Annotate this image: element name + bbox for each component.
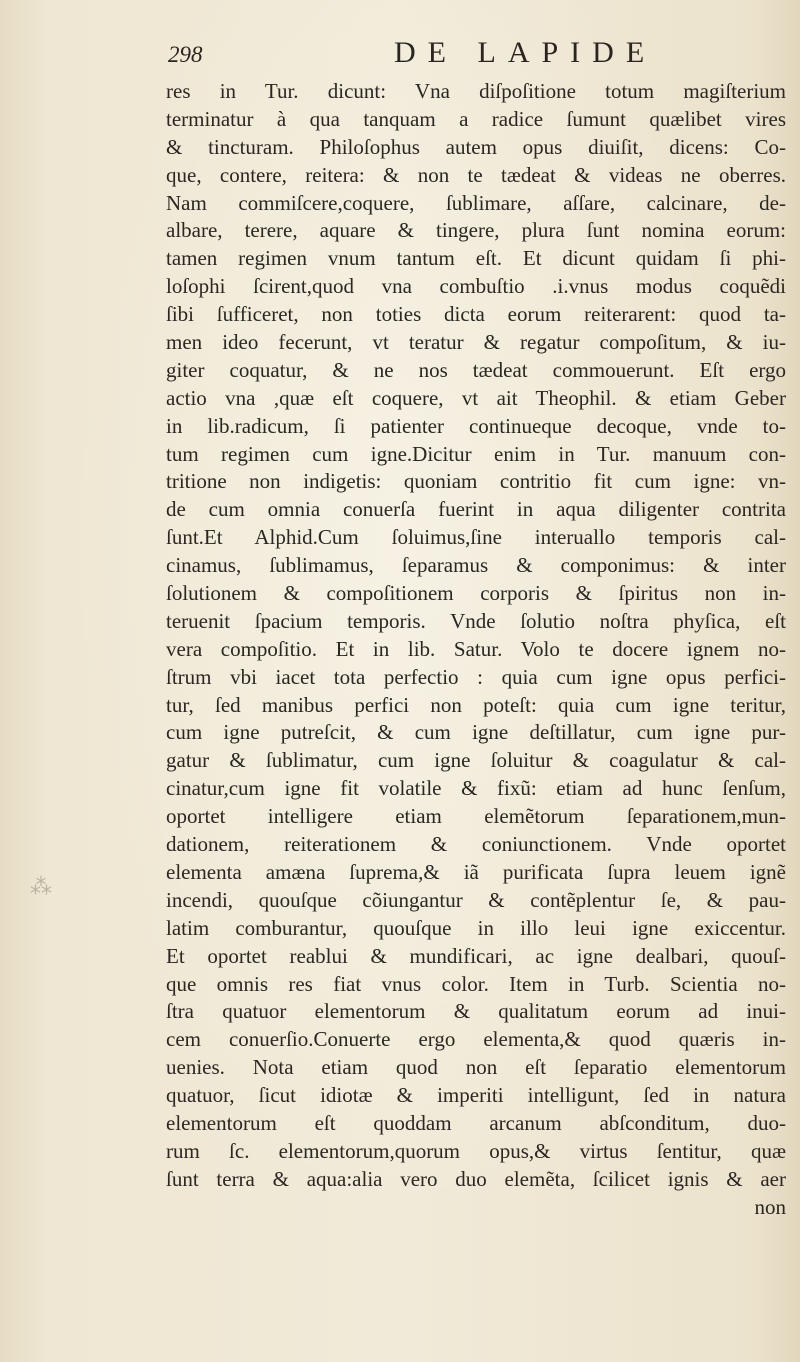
text-line: teruenit ſpacium temporis. Vnde ſolutio noſtra phyſica, eſt [166, 608, 786, 633]
text-line: Et oportet reablui & mundificari, ac igne dealbari, quouſ- [166, 943, 786, 968]
text-line: que omnis res fiat vnus color. Item in Turb. Scientia no- [166, 971, 786, 996]
margin-stain: ⁂ [30, 875, 52, 900]
running-head [166, 36, 786, 76]
text-line: tum regimen cum igne.Dicitur enim in Tur. manuum con- [166, 441, 786, 466]
text-line: res in Tur. dicunt: Vna diſpoſitione totum magiſterium [166, 79, 786, 103]
text-line: dationem, reiterationem & coniunctionem. Vnde oportet [166, 832, 786, 857]
text-line: cum igne putreſcit, & cum igne deſtillatur, cum igne pur- [166, 720, 786, 745]
text-line: & tincturam. Philoſophus autem opus diuiſit, dicens: Co- [166, 134, 786, 159]
text-line: albare, terere, aquare & tingere, plura ſunt nomina eorum: [166, 218, 786, 243]
text-line: ſolutionem & compoſitionem corporis & ſpiritus non in- [166, 581, 786, 606]
text-line: ſunt.Et Alphid.Cum ſoluimus,ſine interuallo temporis cal- [166, 525, 786, 550]
text-line: cinatur,cum igne fit volatile & fixũ: etiam ad hunc ſenſum, [166, 776, 786, 801]
text-line: giter coquatur, & ne nos tædeat commouerunt. Eſt ergo [166, 357, 786, 382]
text-line: vera compoſitio. Et in lib. Satur. Volo te docere ignem no- [166, 636, 786, 661]
text-line: loſophi ſcirent,quod vna combuſtio .i.vnus modus coquẽdi [166, 274, 786, 299]
text-line: gatur & ſublimatur, cum igne ſoluitur & coagulatur & cal- [166, 748, 786, 773]
text-line: cem conuerſio.Conuerte ergo elementa,& quod quæris in- [166, 1027, 786, 1052]
text-line: oportet intelligere etiam elemẽtorum ſeparationem,mun- [166, 804, 786, 829]
page-number: 298 [168, 42, 203, 67]
text-line: elementa amæna ſuprema,& iã purificata ſupra leuem ignẽ [166, 859, 786, 884]
text-line: cinamus, ſublimamus, ſeparamus & componimus: & inter [166, 553, 786, 578]
text-line: ſunt terra & aqua:alia vero duo elemẽta, ſcilicet ignis & aer [166, 1166, 786, 1191]
text-line: incendi, quouſque cõiungantur & contẽplentur ſe, & pau- [166, 887, 786, 912]
text-line: in lib.radicum, ſi patienter continueque decoque, vnde to- [166, 413, 786, 438]
text-line: rum ſc. elementorum,quorum opus,& virtus ſentitur, quæ [166, 1138, 786, 1163]
text-line: uenies. Nota etiam quod non eſt ſeparatio elementorum [166, 1055, 786, 1080]
text-line: terminatur à qua tanquam a radice ſumunt quælibet vires [166, 106, 786, 131]
text-line: de cum omnia conuerſa fuerint in aqua diligenter contrita [166, 497, 786, 522]
text-line: actio vna ,quæ eſt coquere, vt ait Theophil. & etiam Geber [166, 385, 786, 410]
text-line: tamen regimen vnum tantum eſt. Et dicunt quidam ſi phi- [166, 246, 786, 271]
text-line: ſtrum vbi iacet tota perfectio : quia cum igne opus perfici- [166, 664, 786, 689]
text-line: Nam commiſcere,coquere, ſublimare, aſſare, calcinare, de- [166, 190, 786, 215]
text-line: ſtra quatuor elementorum & qualitatum eorum ad inui- [166, 999, 786, 1024]
text-line: latim comburantur, quouſque in illo leui igne exiccentur. [166, 915, 786, 940]
text-line: quatuor, ſicut idiotæ & imperiti intelligunt, ſed in natura [166, 1083, 786, 1108]
text-line: tritione non indigetis: quoniam contritio fit cum igne: vn- [166, 469, 786, 494]
catchword: non [754, 1194, 786, 1219]
text-line: men ideo fecerunt, vt teratur & regatur compoſitum, & iu- [166, 330, 786, 355]
running-title: DE LAPIDE [394, 36, 657, 69]
text-line: elementorum eſt quoddam arcanum abſconditum, duo- [166, 1110, 786, 1135]
text-line: tur, ſed manibus perfici non poteſt: quia cum igne teritur, [166, 692, 786, 717]
body-text [166, 78, 786, 1222]
text-line: que, contere, reitera: & non te tædeat & videas ne oberres. [166, 162, 786, 187]
text-line: ſibi ſufficeret, non toties dicta eorum reiterarent: quod ta- [166, 302, 786, 327]
